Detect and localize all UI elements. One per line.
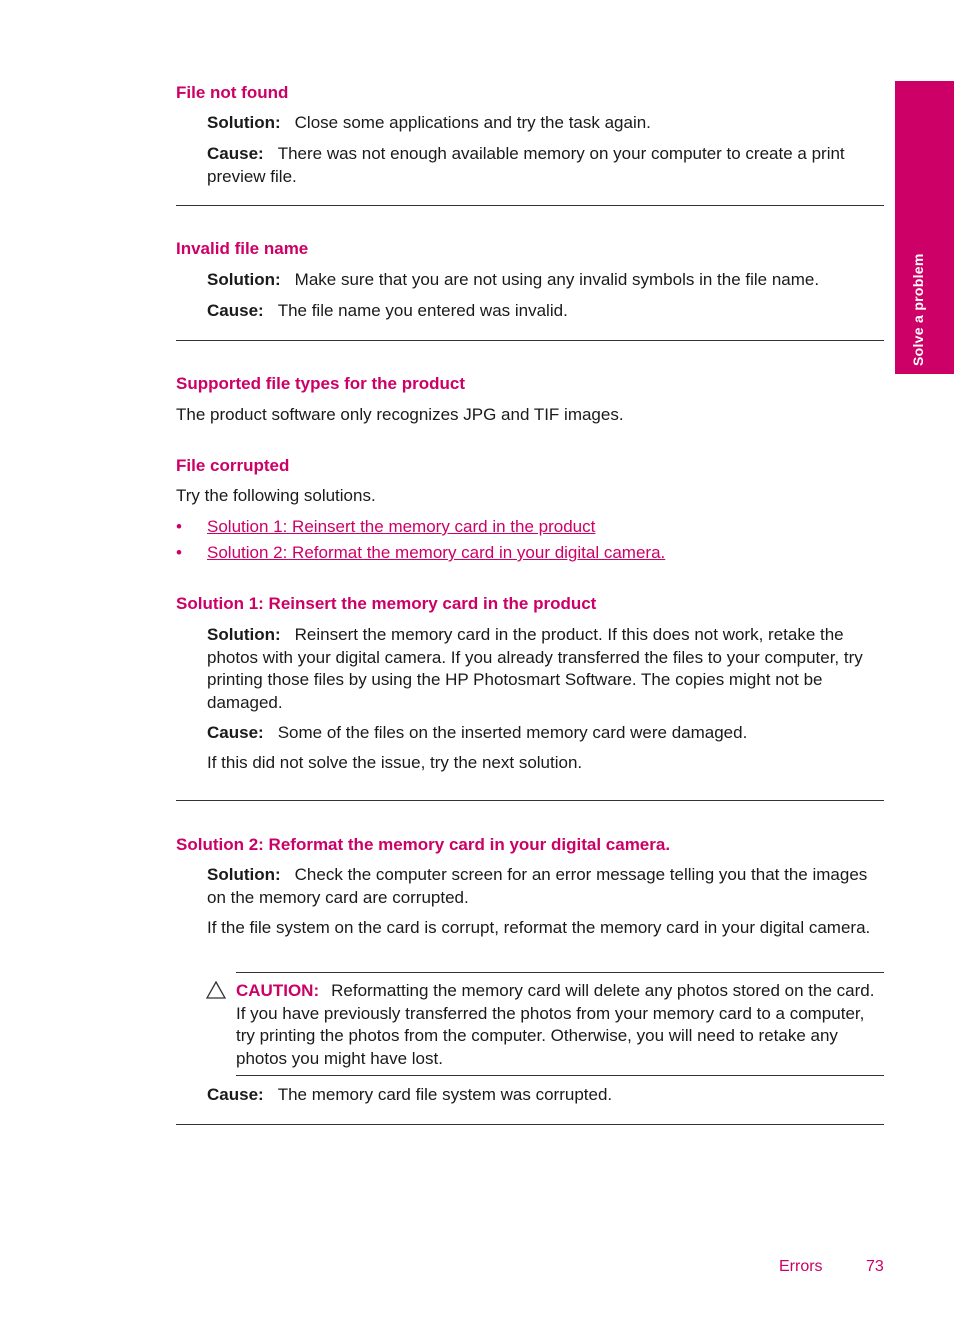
solution-1-cause	[207, 722, 884, 745]
divider	[176, 340, 884, 341]
caution-note	[236, 980, 886, 1070]
page-number: 73	[866, 1258, 884, 1275]
bullet-icon: •	[176, 543, 182, 562]
footer-section-name: Errors	[779, 1258, 823, 1275]
cause-text: Some of the files on the inserted memory card were damaged.	[277, 723, 748, 742]
solution-label: Solution:	[207, 865, 281, 884]
side-tab-label: Solve a problem	[910, 253, 926, 366]
invalid-file-name-cause	[207, 300, 884, 323]
solution-2-extra: If the file system on the card is corrupt, reformat the memory card in your digital camera.	[207, 918, 871, 937]
link-solution-1[interactable]: Solution 1: Reinsert the memory card in the product	[207, 517, 596, 536]
cause-text: The file name you entered was invalid.	[277, 301, 568, 320]
cause-label: Cause:	[207, 723, 264, 742]
divider	[176, 205, 884, 206]
cause-label: Cause:	[207, 144, 264, 163]
solution-1-solution	[207, 624, 887, 714]
solution-2-cause	[207, 1084, 884, 1107]
heading-solution-1: Solution 1: Reinsert the memory card in the product	[176, 594, 597, 613]
supported-types-text: The product software only recognizes JPG and TIF images.	[176, 405, 624, 424]
link-solution-2[interactable]: Solution 2: Reformat the memory card in your digital camera.	[207, 543, 666, 562]
file-not-found-cause	[207, 143, 887, 188]
divider	[176, 1124, 884, 1125]
bullet-icon: •	[176, 517, 182, 536]
solution-text: Make sure that you are not using any invalid symbols in the file name.	[294, 270, 820, 289]
solution-label: Solution:	[207, 270, 281, 289]
solution-label: Solution:	[207, 625, 281, 644]
caution-icon	[206, 981, 226, 999]
solution-2-solution	[207, 864, 884, 909]
cause-text: There was not enough available memory on your computer to create a print preview file.	[207, 144, 845, 186]
divider	[176, 800, 884, 801]
solution-text: Reinsert the memory card in the product. If this does not work, retake the photos with your digital camera. If you already transferred the files to your computer, try printing those files by using the HP Photosmart Software. The copies might not be damaged.	[207, 625, 863, 712]
caution-text: Reformatting the memory card will delete any photos stored on the card. If you have previously transferred the photos from your memory card to a computer, try printing the photos from the computer. Otherwise, you will need to retake any photos you might have lost.	[236, 981, 875, 1068]
cause-text: The memory card file system was corrupted.	[277, 1085, 613, 1104]
file-corrupted-intro: Try the following solutions.	[176, 486, 376, 505]
heading-file-not-found: File not found	[176, 83, 289, 102]
solution-label: Solution:	[207, 113, 281, 132]
invalid-file-name-solution	[207, 269, 887, 292]
solution-1-next: If this did not solve the issue, try the next solution.	[207, 753, 583, 772]
heading-solution-2: Solution 2: Reformat the memory card in your digital camera.	[176, 835, 671, 854]
solution-text: Check the computer screen for an error message telling you that the images on the memory card are corrupted.	[207, 865, 868, 907]
cause-label: Cause:	[207, 1085, 264, 1104]
solution-text: Close some applications and try the task again.	[294, 113, 651, 132]
heading-file-corrupted: File corrupted	[176, 456, 290, 475]
heading-supported-file-types: Supported file types for the product	[176, 374, 466, 393]
caution-bottom-rule	[236, 1075, 884, 1076]
caution-top-rule	[236, 972, 884, 973]
caution-label: CAUTION:	[236, 981, 320, 1000]
file-not-found-solution	[207, 112, 884, 135]
heading-invalid-file-name: Invalid file name	[176, 239, 309, 258]
cause-label: Cause:	[207, 301, 264, 320]
